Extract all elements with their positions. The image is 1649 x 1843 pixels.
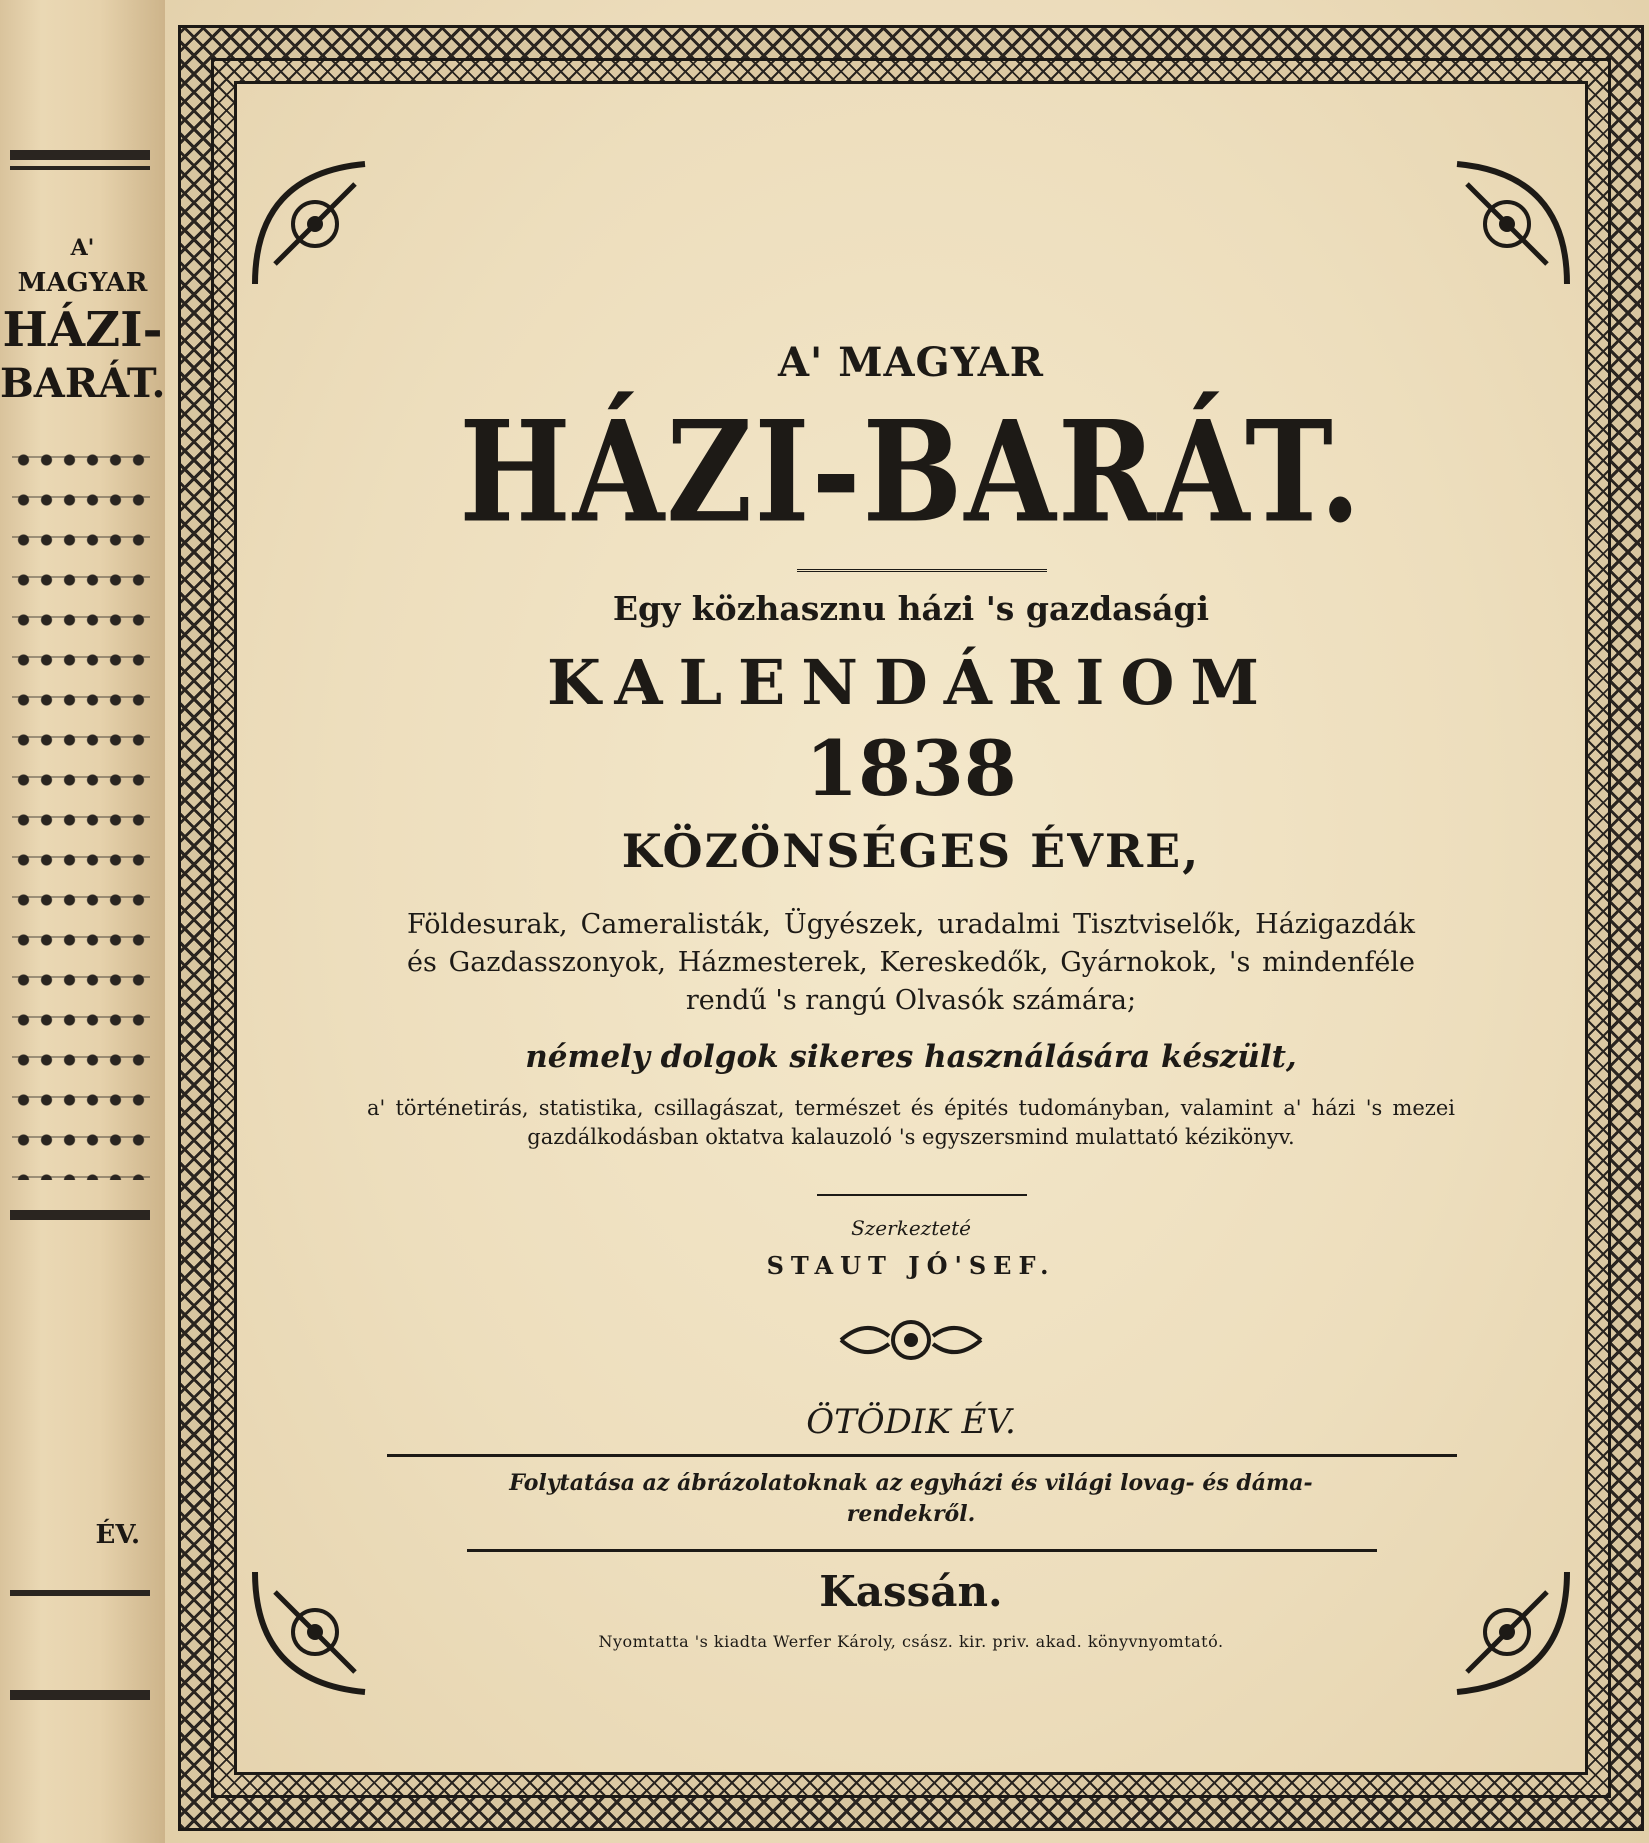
spine-line-3: HÁZI-: [2, 302, 163, 358]
printer-line: Nyomtatta 's kiadta Werfer Károly, csász. kir. priv. akad. könyvnyomtató.: [598, 1632, 1224, 1651]
pretitle: A' MAGYAR: [778, 339, 1044, 386]
description-paragraph: a' történetirás, statistika, csillagászat, természet és épités tudományban, valamint a' házi 's mezei gazdálkodásban oktatva kalauzoló 's egyszersmind mulattató kézikönyv.: [367, 1096, 1455, 1149]
year: 1838: [805, 724, 1017, 813]
edited-by-label: Szerkezteté: [851, 1216, 971, 1240]
spine-rule: [10, 1210, 150, 1220]
spine-line-4: BARÁT.: [0, 360, 166, 407]
publication-place: Kassán.: [819, 1567, 1003, 1616]
subtitle: Egy közhasznu házi 's gazdasági: [612, 589, 1210, 628]
description-divider: [817, 1194, 1027, 1196]
purpose-line: némely dolgok sikeres használására készült,: [525, 1039, 1297, 1075]
spine-rule: [10, 166, 150, 170]
main-title: HÁZI-BARÁT.: [459, 389, 1363, 554]
middle-ornamental-border: [211, 58, 1611, 1798]
spine-bottom-label: ÉV.: [95, 1520, 140, 1550]
author-name: STAUT JÓ'SEF.: [766, 1251, 1056, 1280]
note-divider: [467, 1549, 1377, 1552]
title-panel: [234, 81, 1588, 1775]
book-cover: [165, 0, 1649, 1843]
center-ornament: [831, 1312, 991, 1368]
spine-rule: [10, 1590, 150, 1596]
common-year-heading: KÖZÖNSÉGES ÉVRE,: [621, 824, 1201, 878]
outer-ornamental-border: [178, 25, 1644, 1831]
corner-ornament-top-left: [245, 154, 385, 294]
kalendarium-heading: KALENDÁRIOM: [546, 646, 1276, 719]
edition-divider: [387, 1454, 1457, 1457]
spine-rule: [10, 150, 150, 160]
corner-ornament-top-right: [1437, 154, 1577, 294]
title-divider: [797, 569, 1047, 572]
spine-rule: [10, 1690, 150, 1700]
edition-label: ÖTÖDIK ÉV.: [806, 1402, 1016, 1442]
audience-paragraph: Földesurak, Cameralisták, Ügyészek, uradalmi Tisztviselők, Házigazdák és Gazdasszonyok, Házmesterek, Kereskedők, Gyárnokok, 's mindenféle rendű 's rangú Olvasók számára;: [407, 909, 1415, 1016]
spine-line-1: A': [70, 235, 95, 261]
spine-line-2: MAGYAR: [17, 268, 148, 298]
spine-ornament-pattern: [12, 440, 150, 1180]
book-spine: [0, 0, 167, 1843]
continuation-note: Folytatása az ábrázolatoknak az egyházi és világi lovag- és dáma-rendekről.: [509, 1470, 1313, 1527]
